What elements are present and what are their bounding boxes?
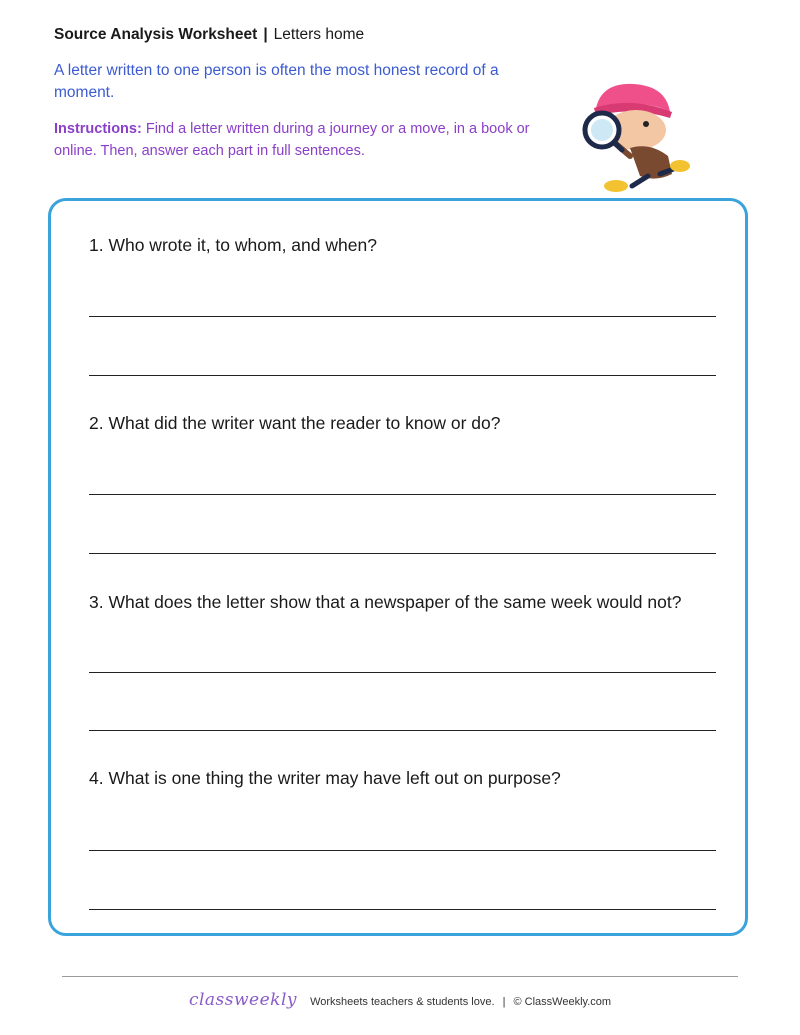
header-separator: | [263, 26, 268, 43]
worksheet-subtitle: A letter written to one person is often the most honest record of a moment. [54, 62, 499, 101]
answer-line-3a[interactable] [89, 672, 716, 673]
instructions-label: Instructions: [54, 121, 142, 137]
question-1: 1. Who wrote it, to whom, and when? [89, 235, 377, 255]
instructions [54, 118, 574, 162]
footer-divider [62, 976, 738, 977]
detective-mascot-icon [572, 78, 694, 196]
footer-tagline: Worksheets teachers & students love. [310, 996, 495, 1008]
brand-logo: classweekly [188, 990, 297, 1010]
worksheet-header [54, 26, 364, 44]
answer-line-2b[interactable] [89, 553, 716, 554]
worksheet-title: Source Analysis Worksheet [54, 26, 258, 43]
answer-line-1b[interactable] [89, 375, 716, 376]
question-4: 4. What is one thing the writer may have left out on purpose? [89, 768, 561, 788]
answer-line-4a[interactable] [89, 850, 716, 851]
answer-line-2a[interactable] [89, 494, 716, 495]
answer-line-3b[interactable] [89, 730, 716, 731]
footer [0, 990, 800, 1010]
worksheet-topic: Letters home [273, 26, 365, 43]
question-2: 2. What did the writer want the reader to know or do? [89, 413, 501, 433]
questions-card [48, 198, 748, 936]
footer-copyright: © ClassWeekly.com [513, 996, 612, 1008]
footer-separator: | [502, 996, 506, 1008]
question-3: 3. What does the letter show that a newspaper of the same week would not? [89, 592, 682, 612]
instructions-text: Find a letter written during a journey or a move, in a book or online. Then, answer each part in full sentences. [54, 121, 530, 159]
answer-line-4b[interactable] [89, 909, 716, 910]
answer-line-1a[interactable] [89, 316, 716, 317]
